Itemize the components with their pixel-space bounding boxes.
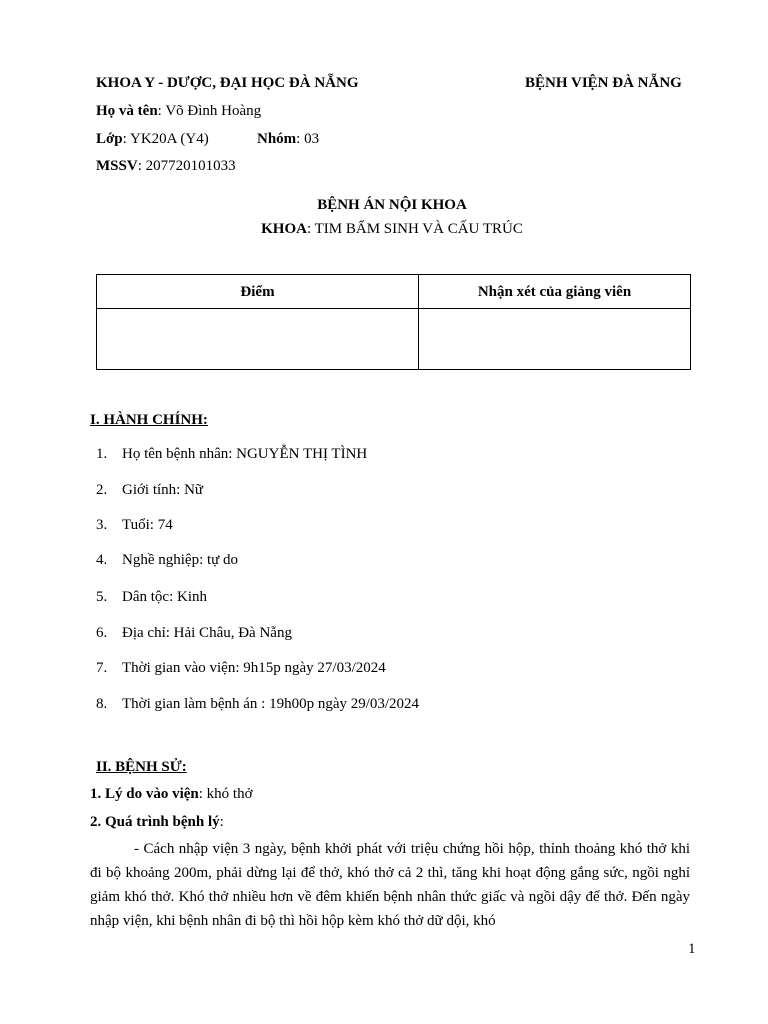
- student-group-value: : 03: [296, 131, 320, 147]
- list-item: [96, 695, 419, 713]
- list-item: [96, 481, 203, 499]
- student-id-value: : 207720101033: [137, 158, 236, 174]
- list-item-text: Thời gian làm bệnh án : 19h00p ngày 29/03/2024: [122, 696, 420, 712]
- list-item: [96, 516, 173, 534]
- department-value: : TIM BẨM SINH VÀ CẤU TRÚC: [306, 221, 523, 237]
- section-history-heading: II. BỆNH SỬ:: [96, 759, 187, 775]
- list-item: [96, 588, 207, 606]
- list-item-number: 5.: [96, 589, 108, 605]
- section-admin-heading: I. HÀNH CHÍNH:: [90, 412, 208, 428]
- disease-course: [90, 813, 224, 831]
- student-id: [96, 157, 236, 175]
- student-name: [96, 102, 261, 120]
- history-paragraph: - Cách nhập viện 3 ngày, bệnh khởi phát với triệu chứng hồi hộp, thỉnh thoảng khó thở khi đi bộ khoảng 200m, phải dừng lại để thở, khó thở cả 2 thì, tăng khi hoạt động gắng sức, ngồi nghỉ giảm khó thở. Khó thở nhiều hơn về đêm khiến bệnh nhân thức giấc và ngồi dậy để thở. Đến ngày nhập viện, khi bệnh nhân đi bộ thì hồi hộp kèm khó thở dữ dội, khó: [90, 841, 690, 929]
- list-item-text: Tuổi: 74: [122, 517, 173, 533]
- student-class: [96, 130, 209, 148]
- department-line: [0, 220, 768, 238]
- list-item-text: Địa chỉ: Hải Châu, Đà Nẵng: [122, 625, 292, 641]
- grading-table: [96, 274, 691, 370]
- document-title: BỆNH ÁN NỘI KHOA: [317, 197, 467, 213]
- student-group-label: Nhóm: [257, 131, 297, 147]
- page-number: 1: [688, 941, 696, 957]
- list-item-number: 3.: [96, 517, 108, 533]
- comment-column-header: Nhận xét của giảng viên: [419, 275, 691, 309]
- list-item-number: 1.: [96, 446, 108, 462]
- admission-reason-value: : khó thở: [198, 786, 253, 802]
- admission-reason: [90, 785, 253, 803]
- comment-cell: [419, 309, 691, 370]
- list-item-text: Giới tính: Nữ: [122, 482, 204, 498]
- student-name-value: : Võ Đình Hoàng: [157, 103, 262, 119]
- department-label: KHOA: [261, 221, 307, 237]
- score-cell: [97, 309, 419, 370]
- list-item-number: 8.: [96, 696, 108, 712]
- list-item-text: Nghề nghiệp: tự do: [122, 552, 239, 568]
- faculty-header: KHOA Y - DƯỢC, ĐẠI HỌC ĐÀ NẴNG: [96, 75, 359, 91]
- list-item-text: Thời gian vào viện: 9h15p ngày 27/03/2024: [122, 660, 386, 676]
- list-item-text: Dân tộc: Kinh: [122, 589, 207, 605]
- disease-course-colon: :: [219, 814, 224, 830]
- student-id-label: MSSV: [96, 158, 138, 174]
- student-class-label: Lớp: [96, 131, 123, 147]
- grading-table-row: [97, 309, 691, 370]
- student-name-label: Họ và tên: [96, 103, 158, 119]
- admission-reason-label: 1. Lý do vào viện: [90, 786, 199, 802]
- list-item: [96, 445, 367, 463]
- list-item: [96, 551, 238, 569]
- score-column-header: Điểm: [97, 275, 419, 309]
- student-group: [257, 130, 319, 148]
- list-item-text: Họ tên bệnh nhân: NGUYỄN THỊ TÌNH: [122, 446, 368, 462]
- hospital-header: BỆNH VIỆN ĐÀ NẴNG: [525, 75, 682, 91]
- student-class-value: : YK20A (Y4): [122, 131, 209, 147]
- disease-course-label: 2. Quá trình bệnh lý: [90, 814, 220, 830]
- list-item-number: 4.: [96, 552, 108, 568]
- list-item-number: 6.: [96, 625, 108, 641]
- list-item: [96, 624, 292, 642]
- grading-table-header: [97, 275, 691, 309]
- list-item-number: 7.: [96, 660, 108, 676]
- list-item-number: 2.: [96, 482, 108, 498]
- list-item: [96, 659, 386, 677]
